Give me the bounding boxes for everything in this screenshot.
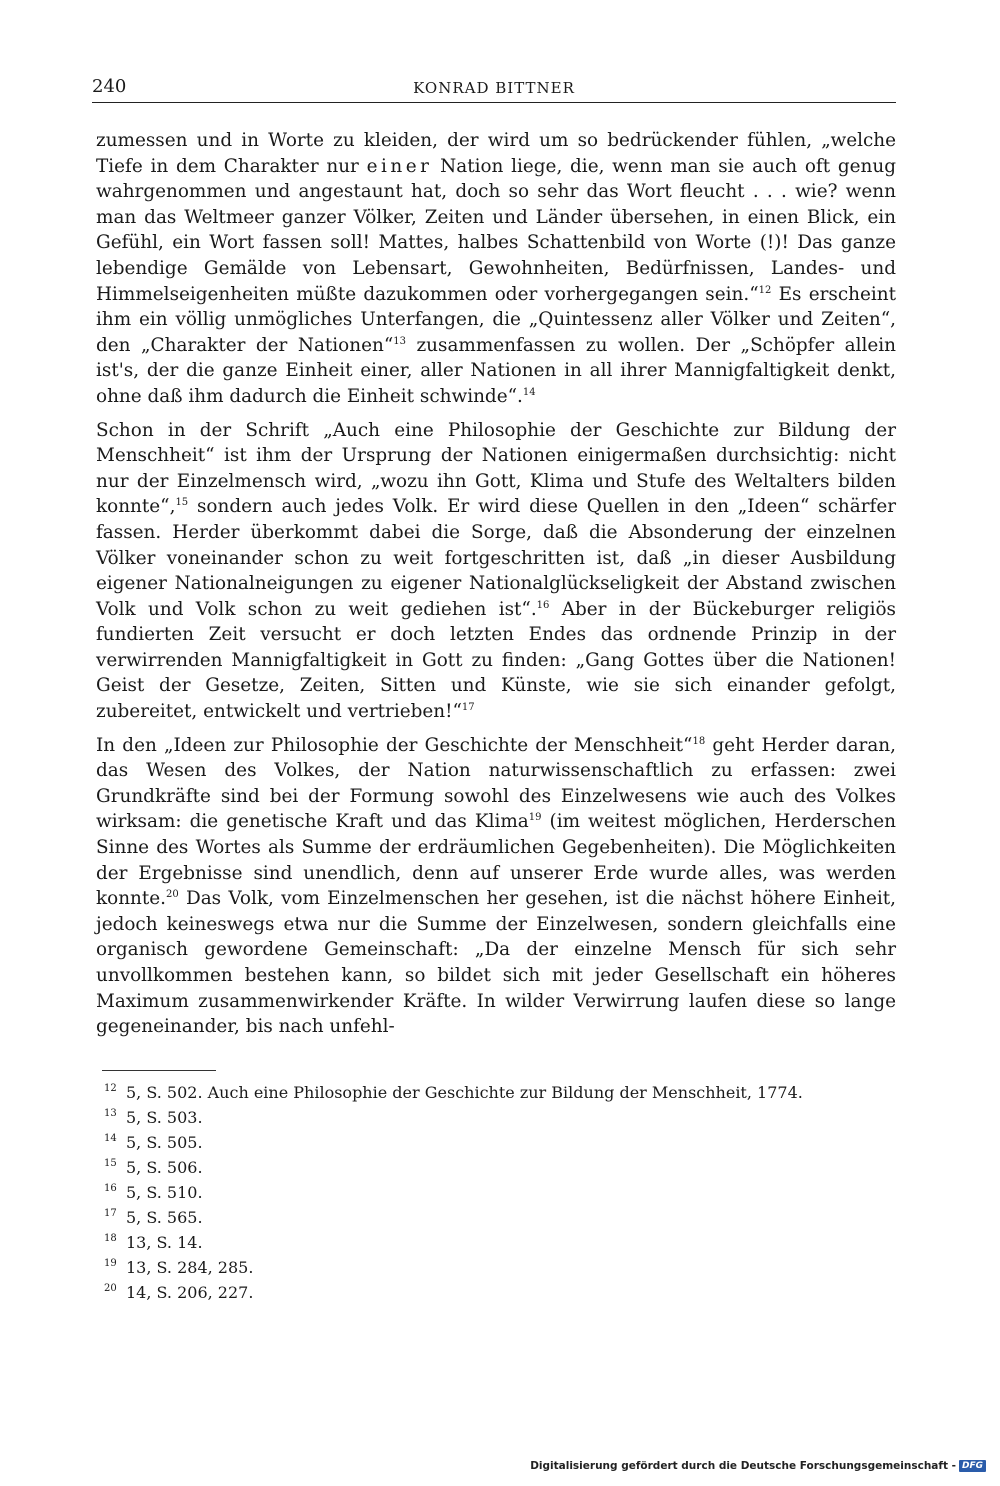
footnote-number: 16 [104, 1183, 117, 1194]
paragraph-1 [96, 128, 896, 410]
footnote-text: 5, S. 565. [126, 1208, 203, 1227]
footnote-ref-12[interactable]: 12 [758, 284, 772, 296]
footnote-divider [102, 1070, 216, 1071]
page-number: 240 [92, 76, 127, 97]
footnote [104, 1080, 894, 1105]
footnote-text: 13, S. 284, 285. [126, 1258, 254, 1277]
footnote-number: 14 [104, 1133, 117, 1144]
footnote-number: 15 [104, 1158, 117, 1169]
footnote [104, 1180, 894, 1205]
footnote-number: 12 [104, 1083, 117, 1094]
footnotes [104, 1080, 894, 1305]
footnote-ref-19[interactable]: 19 [528, 812, 542, 824]
footnote-ref-18[interactable]: 18 [692, 735, 706, 747]
paragraph-text: Es erscheint ihm ein völlig unmögliches Unterfangen, die „Quintessenz aller Völker und Zeiten“, den „Charakter der Nationen“ [96, 283, 897, 356]
footnote-number: 17 [104, 1208, 117, 1219]
footnote-ref-16[interactable]: 16 [536, 599, 550, 611]
running-head-author: KONRAD BITTNER [413, 79, 575, 97]
footnote-text: 5, S. 502. Auch eine Philosophie der Geschichte zur Bildung der Menschheit, 1774. [126, 1083, 803, 1102]
paragraph-text: Schon in der Schrift „Auch eine Philosophie der Geschichte zur Bildung der Menschheit“ ist ihm der Ursprung der Nationen einigermaßen durchsichtig: nicht nur der Einzelmensch wird, „wozu ihn Gott, Klima und Stufe des Weltalters bilden konnte“, [96, 419, 896, 518]
footnote [104, 1205, 894, 1230]
footnote-ref-13[interactable]: 13 [393, 335, 406, 347]
footnote-ref-14[interactable]: 14 [522, 386, 536, 398]
footnote-number: 18 [104, 1233, 117, 1244]
footnote [104, 1155, 894, 1180]
footnote [104, 1105, 894, 1130]
footnote [104, 1130, 894, 1155]
footnote [104, 1230, 894, 1255]
footnote [104, 1280, 894, 1305]
funding-notice [530, 1460, 986, 1472]
footnote-number: 19 [104, 1258, 117, 1269]
footnote-number: 13 [104, 1108, 117, 1119]
paragraph-3 [96, 733, 896, 1040]
paragraph-text: zusammenfassen zu wollen. Der „Schöpfer allein ist's, der die ganze Einheit einer, aller Nationen in all ihrer Mannigfaltigkeit denkt, ohne daß ihm dadurch die Einheit schwinde“. [96, 334, 896, 407]
footnote-text: 5, S. 505. [126, 1133, 203, 1152]
paragraph-text: (im weitest möglichen, Herderschen Sinne des Wortes als Summe der erdräumlichen Gegebenheiten). Die Möglichkeiten der Ergebnisse sind unendlich, denn auf unserer Erde wurde alles, was werden konnte. [96, 811, 896, 910]
footnote-text: 13, S. 14. [126, 1233, 203, 1252]
footnote-text: 5, S. 506. [126, 1158, 203, 1177]
paragraph-text: sondern auch jedes Volk. Er wird diese Quellen in den „Ideen“ schärfer fassen. Herder überkommt dabei die Sorge, daß die Absonderung der einzelnen Völker voneinander schon zu weit fortgeschritten ist, daß „in dieser Ausbildung eigener Nationalneigungen zu eigener Nationalglückseligkeit der Abstand zwischen Volk und Volk schon zu weit gediehen ist“. [96, 496, 896, 620]
paragraph-text: Aber in der Bückeburger religiös fundierten Zeit versucht er doch letzten Endes das ordnende Prinzip in der verwirrenden Mannigfaltigkeit in Gott zu finden: „Gang Gottes über die Nationen! Geist der Gesetze, Zeiten, Sitten und Künste, wie sie sich einander gefolgt, zubereitet, entwickelt und vertrieben!“ [96, 598, 896, 723]
paragraph-text: geht Herder daran, das Wesen des Volkes, der Nation naturwissenschaftlich zu erfassen: zwei Grundkräfte sind bei der Formung sowohl des Einzelwesens wie auch des Volkes wirksam: die genetische Kraft und das Klima [96, 734, 897, 833]
footnote [104, 1255, 894, 1280]
emphasized-word: einer [366, 155, 433, 177]
dfg-logo: DFG [959, 1460, 986, 1472]
paragraph-text: Nation liege, die, wenn man sie auch oft genug wahrgenommen und angestaunt hat, doch so sehr das Wort fleucht . . . wie? wenn man das Weltmeer ganzer Völker, Zeiten und Länder übersehen, in einen Blick, ein Gefühl, ein Wort fassen soll! Mattes, halbes Schattenbild von Worte (!)! Das ganze lebendige Gemälde von Lebensart, Gewohnheiten, Bedürfnissen, Landes- und Himmelseigenheiten müßte dazukommen oder vorhergegangen sein.“ [96, 155, 896, 305]
footnote-ref-15[interactable]: 15 [175, 497, 189, 509]
footnote-ref-20[interactable]: 20 [166, 889, 179, 901]
running-head [92, 76, 896, 103]
paragraph-text: Das Volk, vom Einzelmenschen her gesehen, ist die nächst höhere Einheit, jedoch keineswegs etwa nur die Summe der Einzelwesen, sondern gleichfalls eine organisch gewordene Gemeinschaft: „Da der einzelne Mensch für sich sehr unvollkommen bestehen kann, so bildet sich mit jeder Gesellschaft ein höheres Maximum zusammenwirkender Kräfte. In wilder Verwirrung laufen diese so lange gegeneinander, bis nach unfehl- [96, 888, 896, 1038]
paragraph-text: zumessen und in Worte zu kleiden, der wird um so bedrückender fühlen, „welche Tiefe in dem Charakter nur [96, 130, 896, 177]
body-text [96, 128, 896, 1040]
footnote-number: 20 [104, 1283, 117, 1294]
paragraph-2 [96, 418, 896, 725]
footnote-text: 5, S. 510. [126, 1183, 203, 1202]
footnote-ref-17[interactable]: 17 [461, 701, 475, 713]
footnote-text: 14, S. 206, 227. [126, 1283, 254, 1302]
footnote-text: 5, S. 503. [126, 1108, 203, 1127]
funding-notice-text: Digitalisierung gefördert durch die Deutsche Forschungsgemeinschaft - [530, 1460, 956, 1472]
paragraph-text: In den „Ideen zur Philosophie der Geschichte der Menschheit“ [96, 734, 693, 756]
